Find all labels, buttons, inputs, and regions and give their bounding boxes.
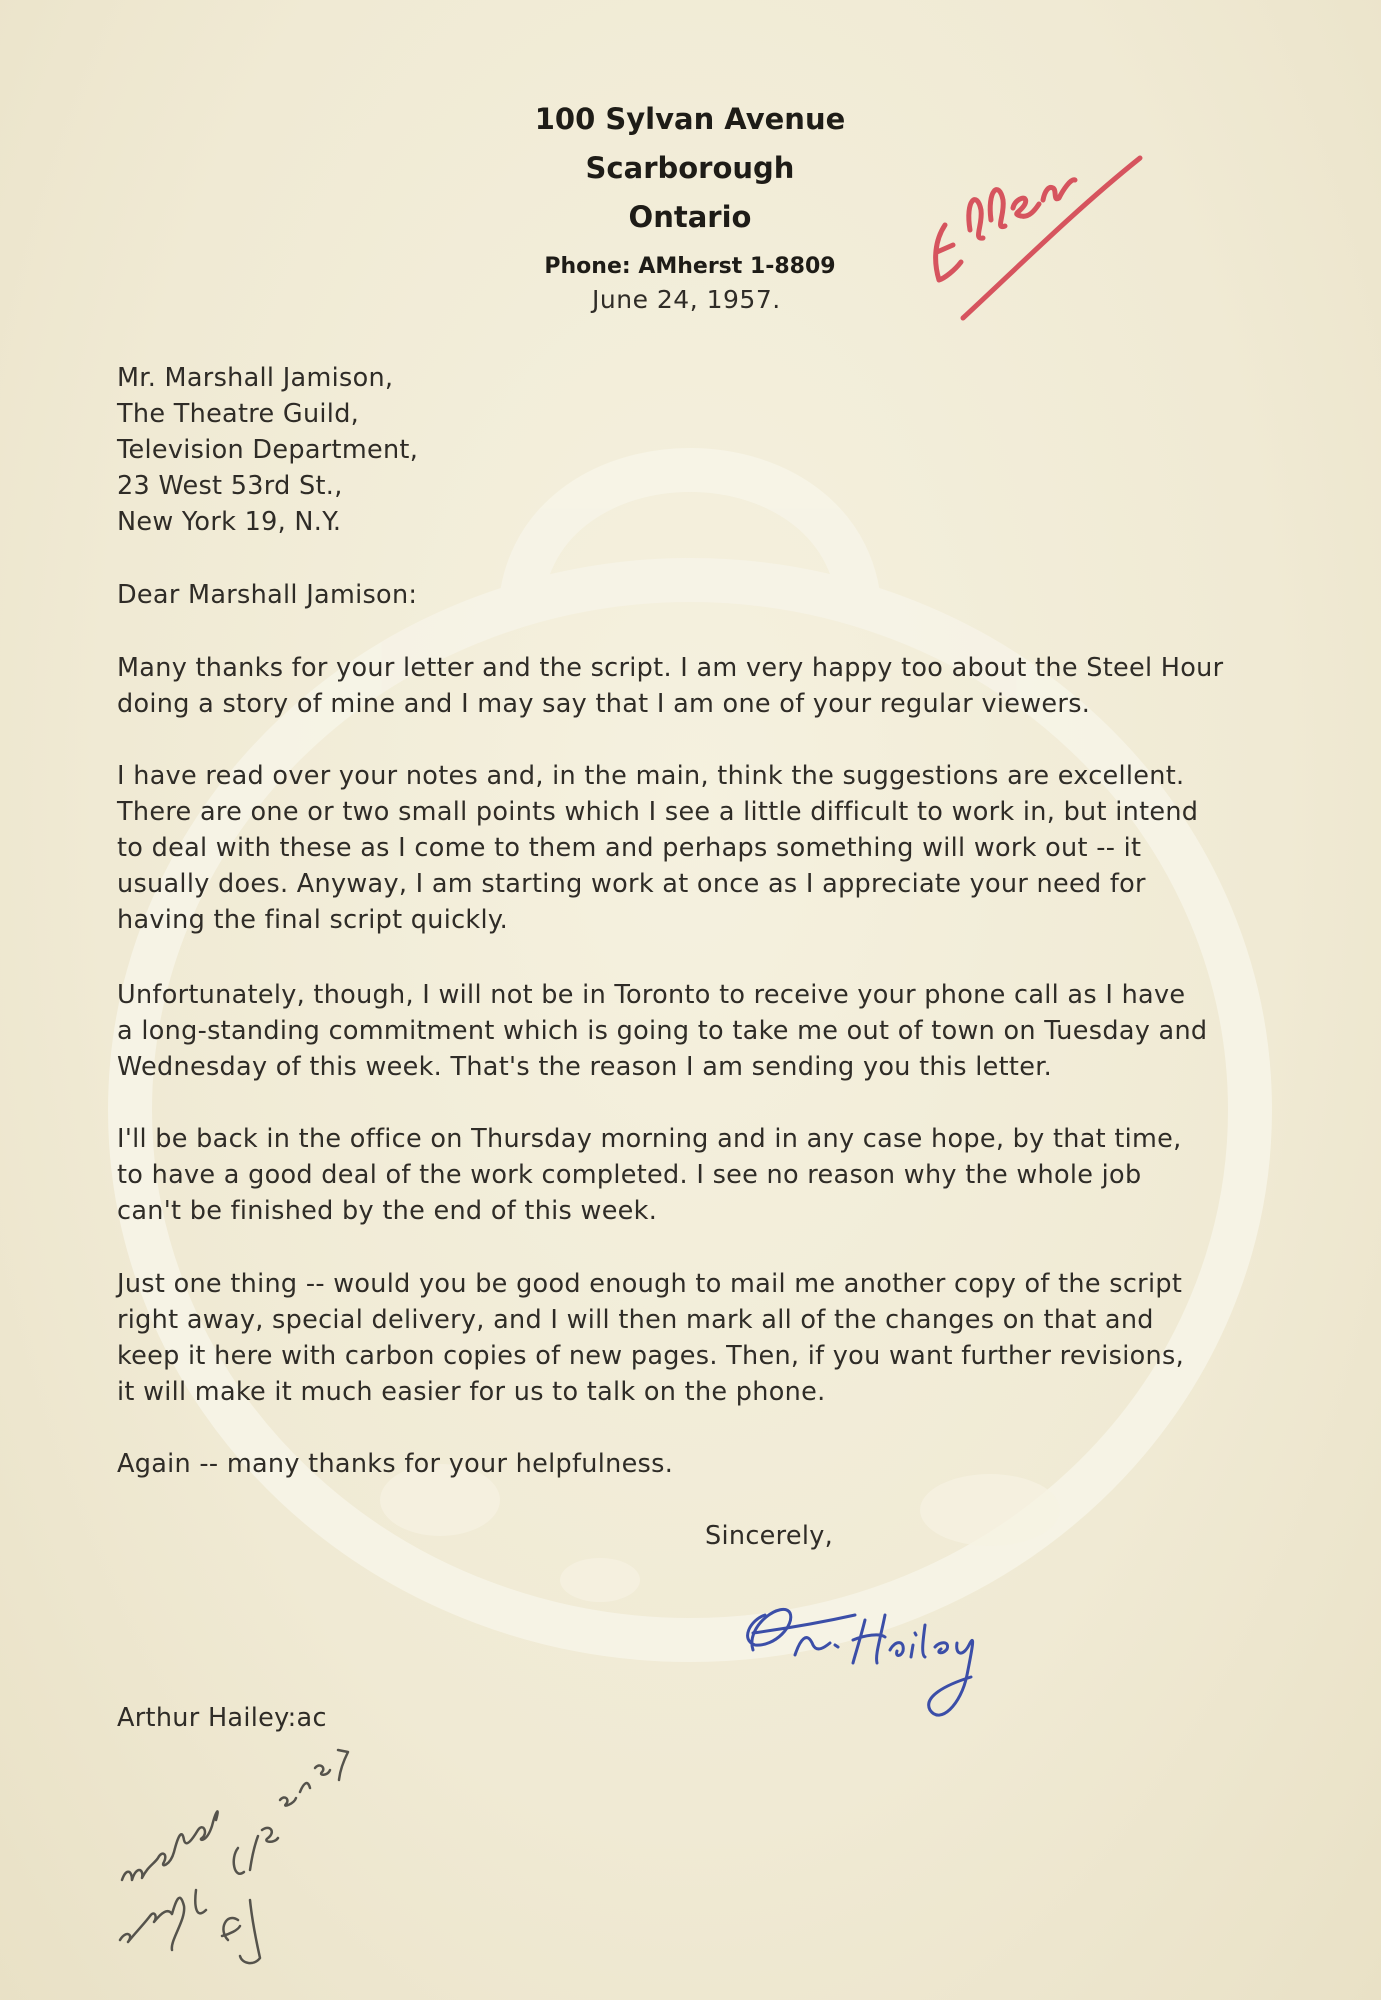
body-paragraph-1 — [117, 650, 1297, 722]
red-pencil-mark — [925, 130, 1155, 330]
recipient-line: Mr. Marshall Jamison, — [117, 363, 394, 393]
mailed-handwritten-note — [110, 1740, 360, 1970]
body-paragraph-4 — [117, 1121, 1297, 1229]
letterhead-province: Ontario — [628, 200, 752, 234]
salutation: Dear Marshall Jamison: — [117, 580, 418, 610]
body-line: a long-standing commitment which is going to take me out of town on Tuesday and — [117, 1016, 1208, 1046]
body-line: can't be finished by the end of this week. — [117, 1196, 658, 1226]
body-line: Unfortunately, though, I will not be in Toronto to receive your phone call as I have — [117, 980, 1186, 1010]
typist-line: Arthur Hailey:ac — [117, 1703, 327, 1733]
body-line: having the final script quickly. — [117, 905, 509, 935]
letter-date: June 24, 1957. — [592, 285, 781, 314]
signature-ink — [735, 1585, 1015, 1725]
recipient-address — [117, 360, 418, 540]
body-paragraph-3 — [117, 977, 1297, 1085]
recipient-line: The Theatre Guild, — [117, 399, 360, 429]
body-line: to have a good deal of the work completed. I see no reason why the whole job — [117, 1160, 1142, 1190]
body-line: to deal with these as I come to them and perhaps something will work out -- it — [117, 833, 1142, 863]
letterhead-city: Scarborough — [585, 151, 795, 185]
pencil-mark — [110, 1740, 360, 1970]
body-line: I have read over your notes and, in the main, think the suggestions are excellent. — [117, 761, 1185, 791]
body-line: Again -- many thanks for your helpfulness. — [117, 1449, 674, 1479]
signature — [735, 1585, 1015, 1725]
ellen-handwritten-note — [925, 130, 1155, 330]
letterhead — [390, 95, 990, 288]
body-paragraph-6 — [117, 1446, 1297, 1482]
body-paragraph-5 — [117, 1266, 1297, 1410]
closing: Sincerely, — [705, 1521, 834, 1551]
body-line: doing a story of mine and I may say that I am one of your regular viewers. — [117, 689, 1091, 719]
body-line: keep it here with carbon copies of new pages. Then, if you want further revisions, — [117, 1341, 1184, 1371]
body-line: usually does. Anyway, I am starting work at once as I appreciate your need for — [117, 869, 1146, 899]
body-line: right away, special delivery, and I will then mark all of the changes on that and — [117, 1305, 1154, 1335]
recipient-line: 23 West 53rd St., — [117, 471, 343, 501]
body-paragraph-2 — [117, 758, 1297, 938]
recipient-line: Television Department, — [117, 435, 419, 465]
body-line: I'll be back in the office on Thursday morning and in any case hope, by that time, — [117, 1124, 1182, 1154]
body-line: There are one or two small points which I see a little difficult to work in, but intend — [117, 797, 1199, 827]
letterhead-phone: Phone: AMherst 1-8809 — [544, 254, 836, 279]
recipient-line: New York 19, N.Y. — [117, 507, 342, 537]
letterhead-street: 100 Sylvan Avenue — [534, 102, 846, 136]
body-line: Just one thing -- would you be good enough to mail me another copy of the script — [117, 1269, 1183, 1299]
body-line: Many thanks for your letter and the script. I am very happy too about the Steel Hour — [117, 653, 1224, 683]
body-line: Wednesday of this week. That's the reason I am sending you this letter. — [117, 1052, 1053, 1082]
body-line: it will make it much easier for us to talk on the phone. — [117, 1377, 826, 1407]
